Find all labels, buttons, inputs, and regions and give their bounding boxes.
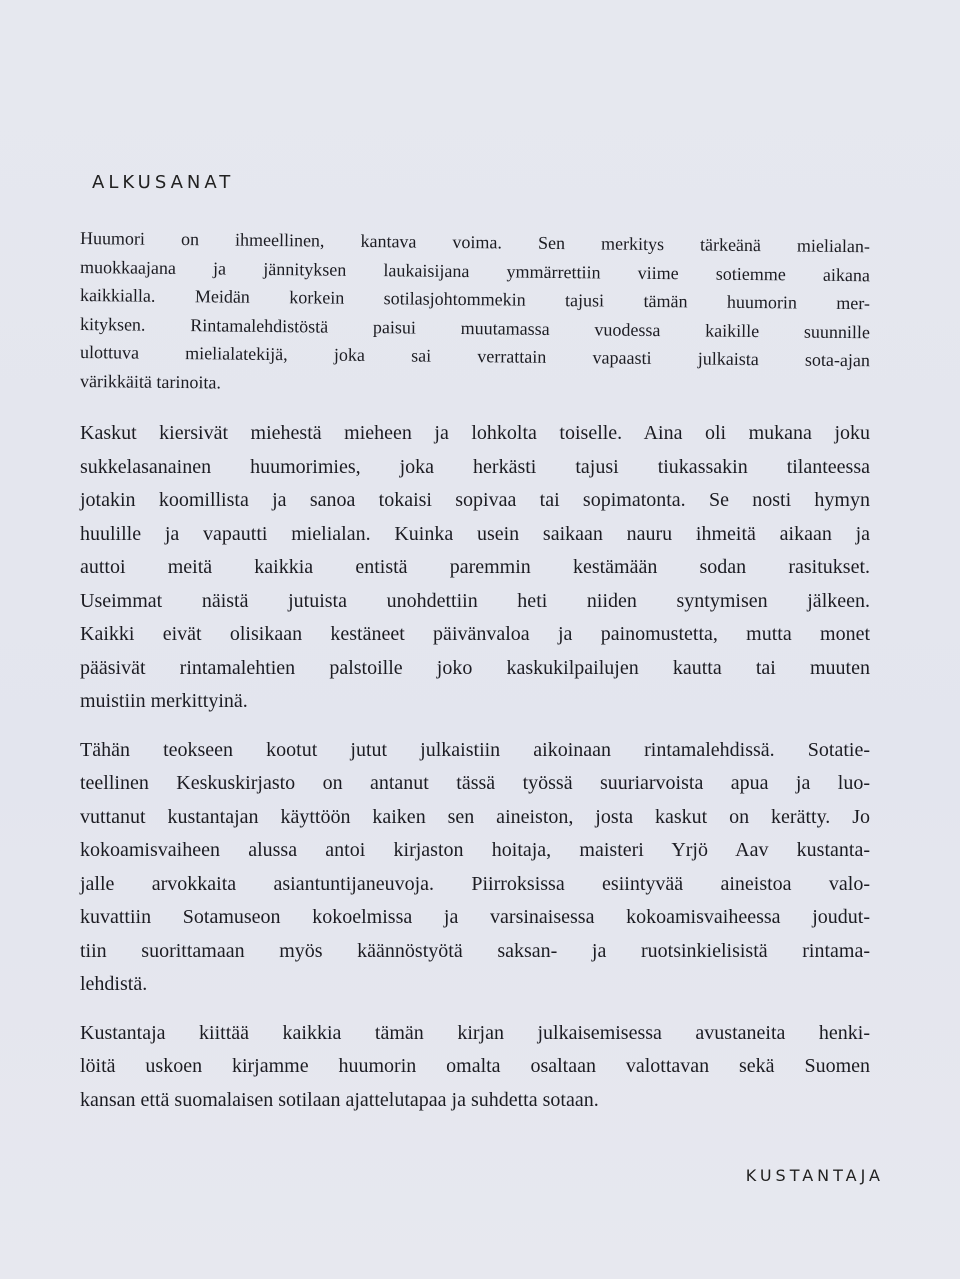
text-line: muistiin merkittyinä. bbox=[80, 690, 248, 712]
foreword-body bbox=[80, 224, 870, 1132]
text-line: vuttanut kustantajan käyttöön kaiken sen aineiston, josta kaskut on kerätty. Jo bbox=[80, 805, 870, 828]
text-line: löitä uskoen kirjamme huumorin omalta osaltaan valottavan sekä Suomen bbox=[80, 1055, 870, 1077]
paragraph-4 bbox=[80, 1017, 870, 1118]
text-line: tiin suorittamaan myös käännöstyötä saksan- ja ruotsinkielisistä rintama- bbox=[80, 939, 870, 962]
text-line: Kaskut kiersivät miehestä mieheen ja lohkolta toiselle. Aina oli mukana joku bbox=[80, 422, 870, 444]
text-line: Tähän teokseen kootut jutut julkaistiin aikoinaan rintamalehdissä. Sotatie- bbox=[80, 738, 870, 761]
text-line: sukkelasanainen huumorimies, joka herkästi tajusi tiukassakin tilanteessa bbox=[80, 455, 870, 478]
text-line: värikkäitä tarinoita. bbox=[79, 370, 222, 392]
text-line: kuvattiin Sotamuseon kokoelmissa ja varsinaisessa kokoamisvaiheessa joudut- bbox=[80, 906, 870, 928]
text-line: kityksen. Rintamalehdistöstä paisui muutamassa vuodessa kaikille suunnille bbox=[79, 313, 871, 342]
text-line: pääsivät rintamalehtien palstoille joko kaskukilpailujen kautta tai muuten bbox=[80, 656, 870, 679]
text-line: Kustantaja kiittää kaikkia tämän kirjan julkaisemisessa avustaneita henki- bbox=[80, 1021, 870, 1044]
signature: KUSTANTAJA bbox=[745, 1166, 884, 1185]
text-line: lehdistä. bbox=[80, 973, 148, 995]
text-line: ulottuva mielialatekijä, joka sai verrattain vapaasti julkaista sota-ajan bbox=[79, 342, 871, 371]
text-line: kokoamisvaiheen alussa antoi kirjaston hoitaja, maisteri Yrjö Aav kustanta- bbox=[80, 839, 870, 861]
paragraph-1 bbox=[80, 224, 870, 395]
text-line: kansan että suomalaisen sotilaan ajattelutapaa ja suhdetta sotaan. bbox=[80, 1088, 599, 1111]
paragraph-2 bbox=[80, 417, 870, 719]
text-line: Useimmat näistä jutuista unohdettiin heti niiden syntymisen jälkeen. bbox=[80, 589, 870, 612]
text-line: muokkaajana ja jännityksen laukaisijana ymmärrettiin viime sotiemme aikana bbox=[79, 256, 871, 285]
text-line: jalle arvokkaita asiantuntijaneuvoja. Piirroksissa esiintyvää aineistoa valo- bbox=[80, 872, 870, 895]
text-line: Huumori on ihmeellinen, kantava voima. Sen merkitys tärkeänä mielialan- bbox=[79, 228, 871, 257]
page-heading: ALKUSANAT bbox=[92, 172, 235, 193]
text-line: kaikkialla. Meidän korkein sotilasjohtommekin tajusi tämän huumorin mer- bbox=[79, 285, 871, 314]
text-line: jotakin koomillista ja sanoa tokaisi sopivaa tai sopimatonta. Se nosti hymyn bbox=[80, 489, 870, 511]
text-line: auttoi meitä kaikkia entistä paremmin kestämään sodan rasitukset. bbox=[80, 556, 870, 578]
text-line: huulille ja vapautti mielialan. Kuinka usein saikaan nauru ihmeitä aikaan ja bbox=[80, 522, 870, 545]
text-line: teellinen Keskuskirjasto on antanut tässä työssä suuriarvoista apua ja luo- bbox=[80, 772, 870, 794]
paragraph-3 bbox=[80, 734, 870, 1002]
text-line: Kaikki eivät olisikaan kestäneet päivänvaloa ja painomustetta, mutta monet bbox=[80, 623, 870, 645]
